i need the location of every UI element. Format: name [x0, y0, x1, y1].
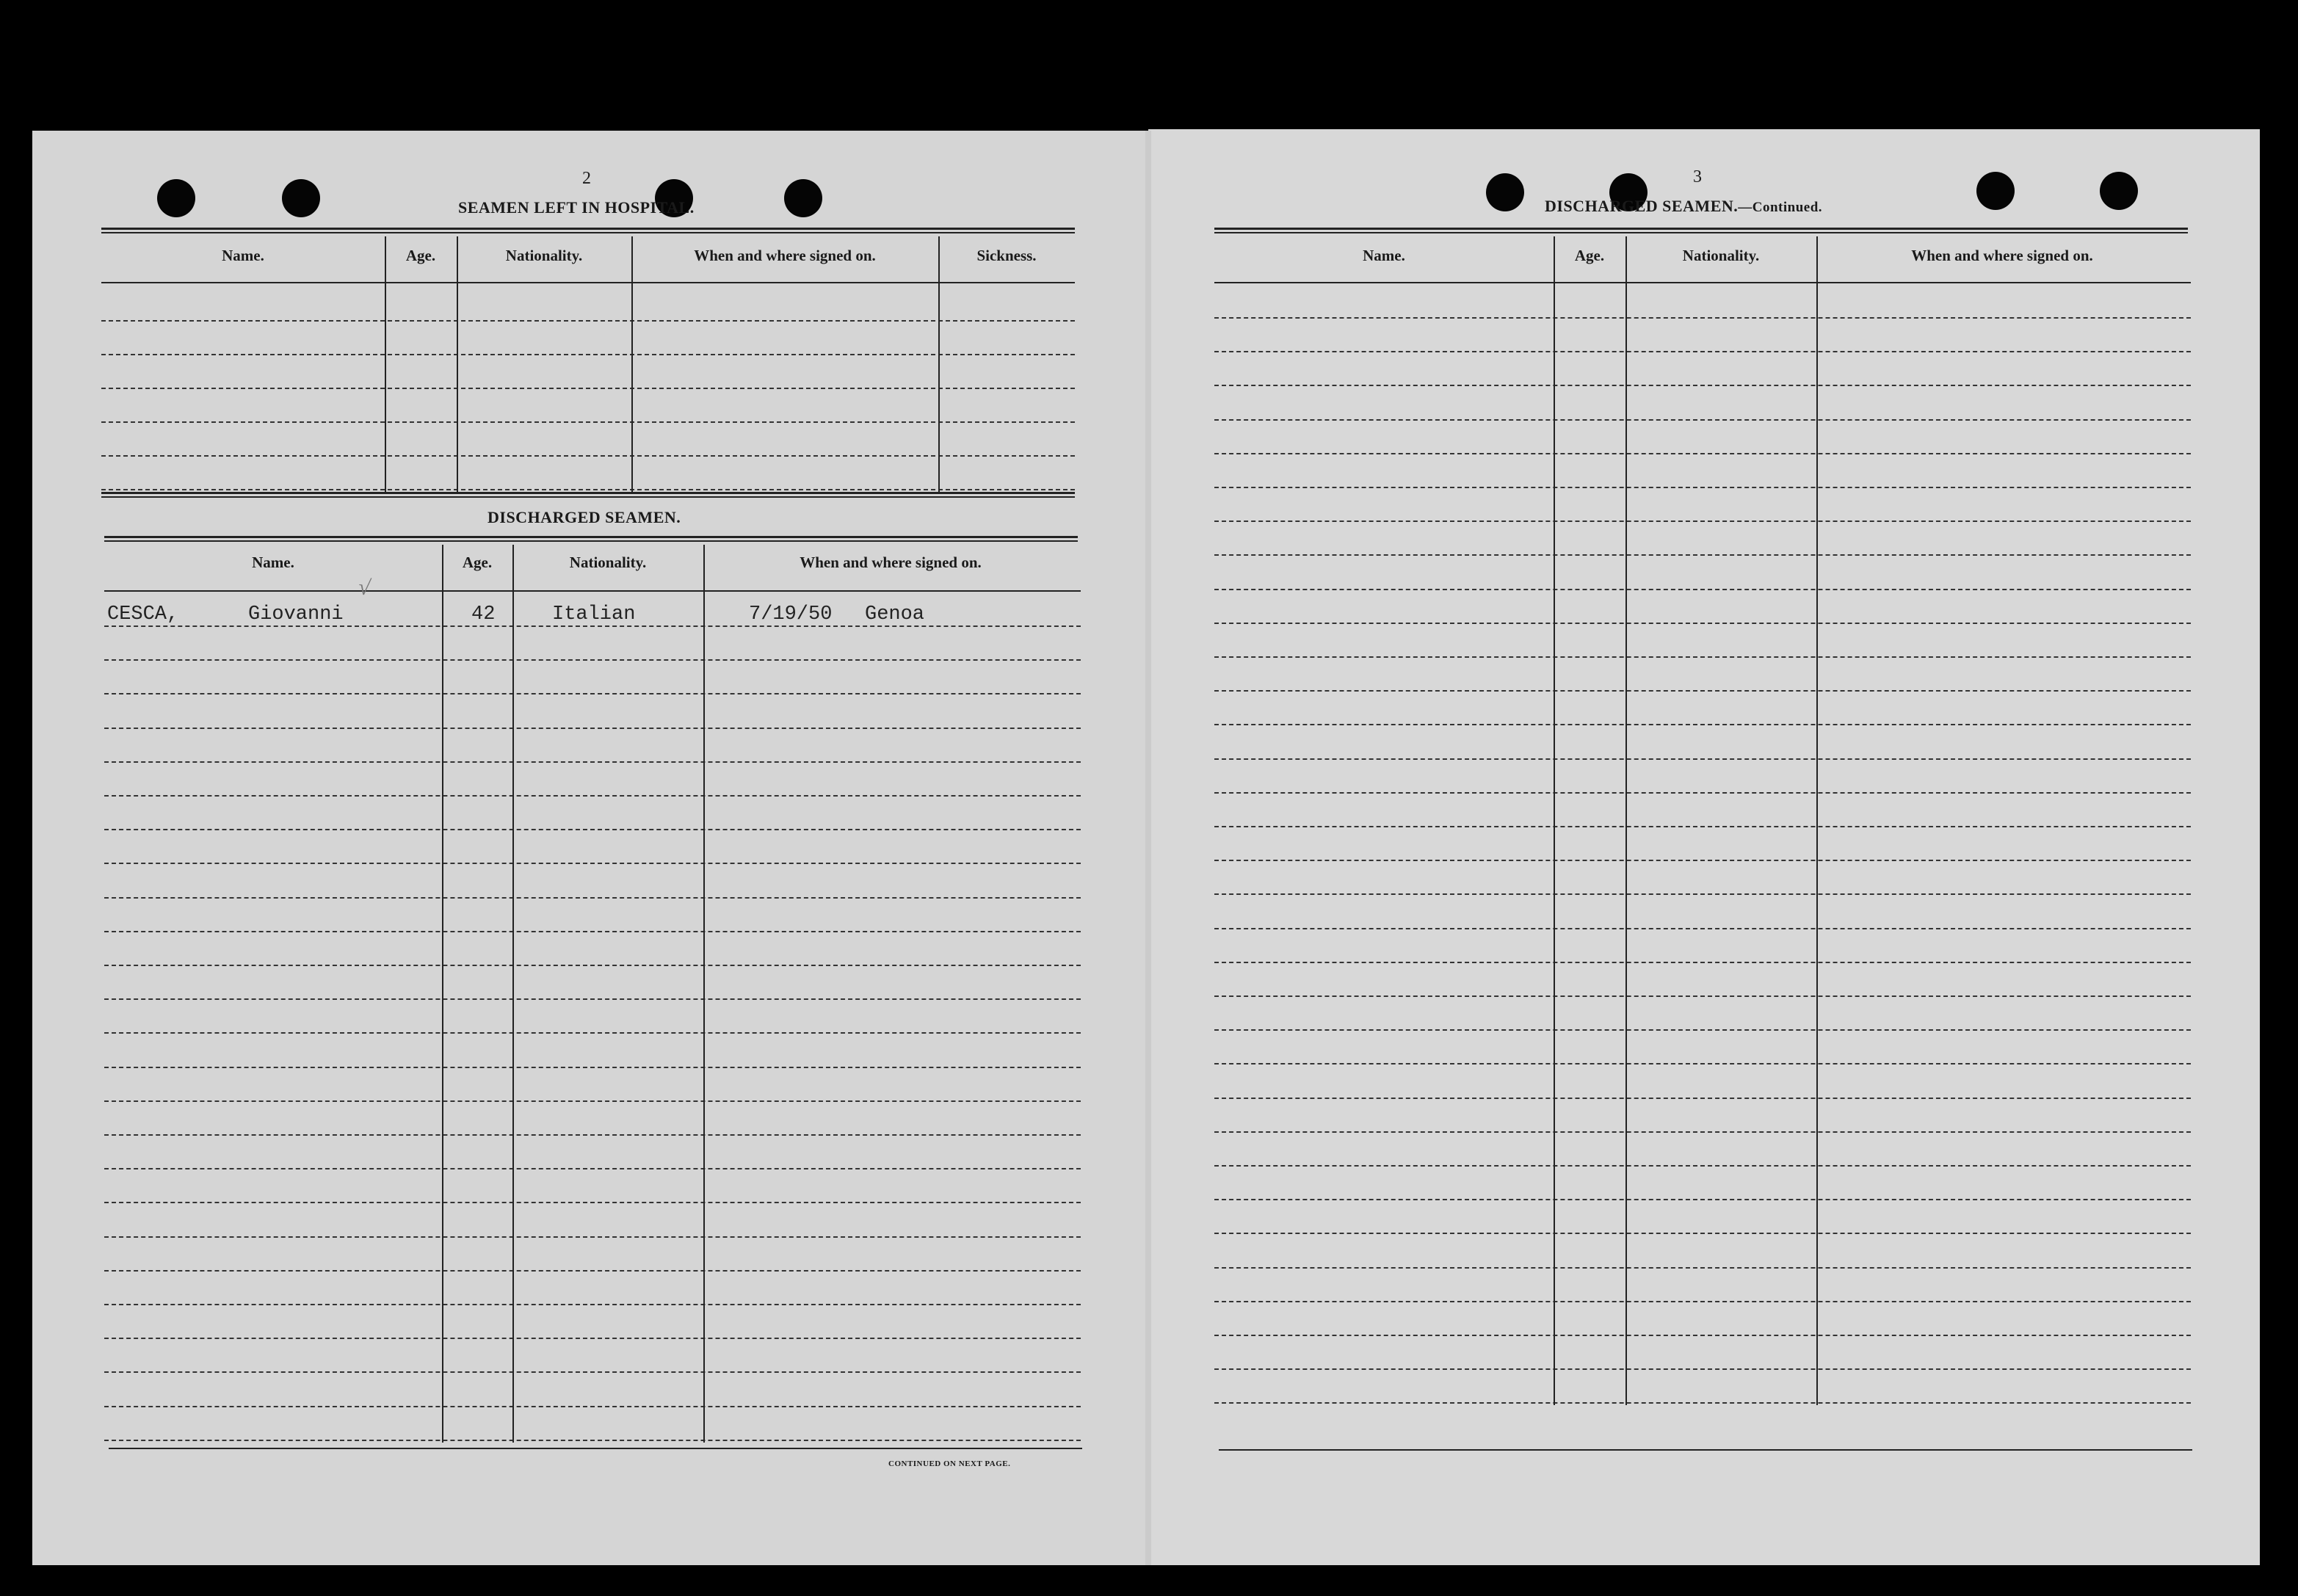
entry-date: 7/19/50: [749, 603, 833, 625]
column-header-nationality: Nationality.: [1682, 247, 1760, 264]
punch-hole: [1486, 173, 1524, 211]
row-line: [101, 421, 1075, 423]
section-title-text: DISCHARGED SEAMEN.: [1545, 197, 1739, 215]
header-underline: [1214, 282, 2191, 283]
row-line: [104, 625, 1081, 627]
row-line: [104, 1406, 1081, 1407]
column-rule: [1554, 236, 1555, 1405]
row-line: [104, 1202, 1081, 1203]
row-line: [104, 931, 1081, 932]
column-header-name: Name.: [252, 554, 294, 571]
row-line: [1214, 1335, 2191, 1336]
column-header-name: Name.: [222, 247, 264, 264]
row-line: [1214, 1402, 2191, 1404]
row-line: [104, 998, 1081, 1000]
section-title-discharged-continued: [1545, 197, 1822, 216]
punch-hole: [157, 179, 195, 217]
column-rule: [457, 236, 458, 492]
entry-nationality: Italian: [552, 603, 636, 625]
row-line: [1214, 453, 2191, 454]
row-line: [1214, 792, 2191, 794]
entry-surname: CESCA,: [107, 603, 179, 625]
row-line: [104, 1440, 1081, 1441]
row-line: [1214, 1165, 2191, 1167]
header-underline: [104, 590, 1081, 592]
row-line: [1214, 826, 2191, 827]
column-rule: [442, 545, 443, 1443]
column-rule: [631, 236, 633, 492]
punch-hole: [282, 179, 320, 217]
row-line: [104, 863, 1081, 864]
row-line: [1214, 758, 2191, 760]
column-header-signed-on: When and where signed on.: [1911, 247, 2093, 264]
row-line: [101, 489, 1075, 490]
row-line: [1214, 1098, 2191, 1099]
row-line: [101, 455, 1075, 457]
row-line: [104, 1067, 1081, 1068]
row-line: [104, 897, 1081, 899]
row-line: [104, 1032, 1081, 1034]
row-line: [104, 829, 1081, 830]
table-bottom-line: [1219, 1449, 2192, 1451]
row-line: [104, 1100, 1081, 1102]
row-line: [104, 693, 1081, 694]
continued-note: CONTINUED ON NEXT PAGE.: [888, 1459, 1011, 1468]
table-bottom-rule: [101, 492, 1075, 498]
row-line: [1214, 995, 2191, 997]
column-header-name: Name.: [1363, 247, 1405, 264]
row-line: [104, 1134, 1081, 1136]
section-title-suffix: —Continued.: [1738, 200, 1823, 215]
row-line: [1214, 860, 2191, 861]
column-header-age: Age.: [1574, 247, 1605, 264]
page-number: 3: [1693, 167, 1703, 186]
row-line: [1214, 589, 2191, 590]
punch-hole: [784, 179, 822, 217]
row-line: [1214, 1368, 2191, 1370]
row-line: [1214, 928, 2191, 929]
column-header-age: Age.: [405, 247, 436, 264]
entry-given-name: Giovanni: [248, 603, 344, 625]
column-rule: [385, 236, 386, 492]
column-header-signed-on: When and where signed on.: [694, 247, 876, 264]
row-line: [104, 795, 1081, 797]
row-line: [1214, 554, 2191, 556]
row-line: [1214, 893, 2191, 895]
row-line: [1214, 1029, 2191, 1031]
row-line: [101, 320, 1075, 322]
column-rule: [512, 545, 514, 1443]
section-title-discharged: DISCHARGED SEAMEN.: [487, 508, 681, 526]
row-line: [1214, 419, 2191, 421]
row-line: [101, 388, 1075, 389]
table-top-rule: [104, 536, 1078, 542]
row-line: [104, 659, 1081, 661]
row-line: [1214, 1267, 2191, 1269]
column-header-signed-on: When and where signed on.: [800, 554, 982, 571]
row-line: [1214, 487, 2191, 488]
row-line: [104, 1304, 1081, 1305]
row-line: [1214, 623, 2191, 624]
column-header-sickness: Sickness.: [976, 247, 1037, 264]
row-line: [1214, 724, 2191, 725]
column-rule: [1625, 236, 1627, 1405]
punch-hole: [2100, 172, 2138, 210]
row-line: [1214, 1131, 2191, 1133]
column-rule: [938, 236, 940, 492]
row-line: [1214, 317, 2191, 319]
row-line: [1214, 656, 2191, 658]
row-line: [104, 1270, 1081, 1272]
row-line: [104, 728, 1081, 729]
row-line: [104, 1236, 1081, 1238]
row-line: [104, 1371, 1081, 1373]
row-line: [104, 1168, 1081, 1169]
column-header-nationality: Nationality.: [569, 554, 647, 571]
row-line: [104, 1338, 1081, 1339]
row-line: [1214, 385, 2191, 386]
column-rule: [703, 545, 705, 1443]
row-line: [1214, 962, 2191, 963]
page-number: 2: [582, 169, 592, 188]
row-line: [104, 965, 1081, 966]
row-line: [101, 354, 1075, 355]
right-page: [1148, 129, 2260, 1565]
row-line: [1214, 690, 2191, 692]
row-line: [1214, 1063, 2191, 1064]
row-line: [1214, 1199, 2191, 1200]
row-line: [104, 761, 1081, 763]
row-line: [1214, 520, 2191, 522]
page-fold: [1145, 131, 1151, 1565]
table-top-rule: [101, 228, 1075, 233]
column-header-age: Age.: [462, 554, 493, 571]
entry-place: Genoa: [865, 603, 925, 625]
column-rule: [1816, 236, 1818, 1405]
row-line: [1214, 1301, 2191, 1302]
header-underline: [101, 282, 1075, 283]
row-line: [1214, 1233, 2191, 1234]
entry-age: 42: [471, 603, 496, 625]
left-page: [32, 131, 1148, 1565]
section-title-hospital: SEAMEN LEFT IN HOSPITAL.: [458, 198, 695, 217]
column-header-nationality: Nationality.: [505, 247, 583, 264]
check-mark: √: [356, 575, 372, 601]
row-line: [1214, 351, 2191, 352]
punch-hole: [1976, 172, 2015, 210]
table-top-rule: [1214, 228, 2188, 233]
table-bottom-line: [109, 1448, 1082, 1449]
